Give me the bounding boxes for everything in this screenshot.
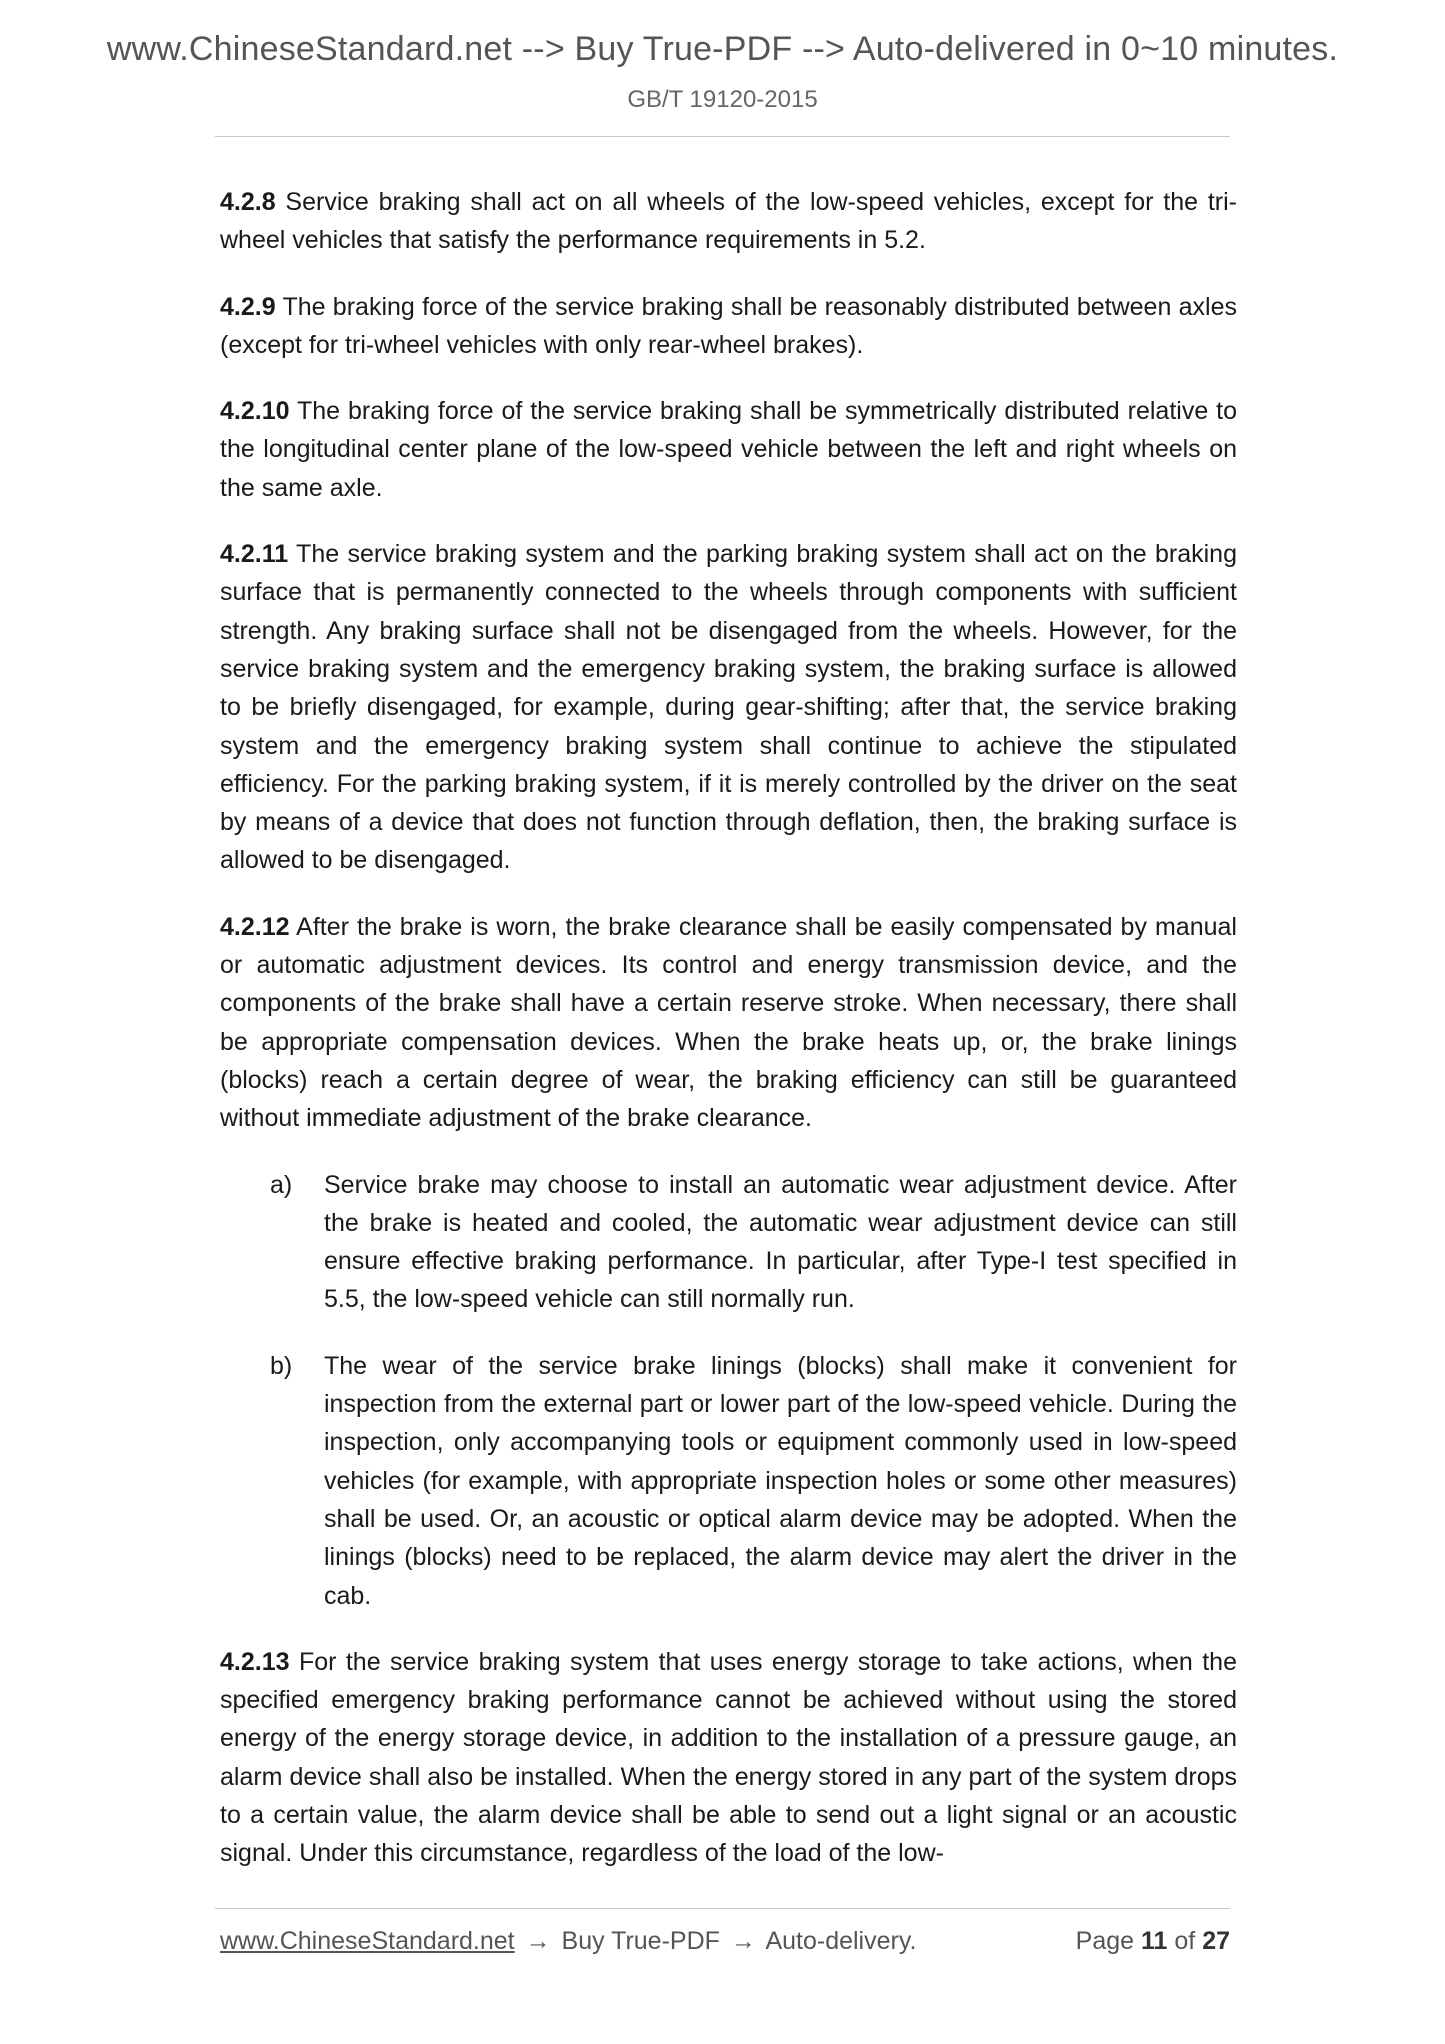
footer-buy-text: Buy True-PDF <box>561 1927 720 1955</box>
clause-text: For the service braking system that uses energy storage to take actions, when the specified emergency braking performance cannot be achieved without using the stored energy of the energy storage device, in addition to the installation of a pressure gauge, an alarm device shall also be installed. When the energy stored in any part of the system drops to a certain value, the alarm device shall be able to send out a light signal or an acoustic signal. Under this circumstance, regardless of the load of the low- <box>220 1647 1237 1868</box>
clause-number: 4.2.10 <box>220 397 290 426</box>
arrow-right-icon: → <box>730 1927 756 1955</box>
document-body <box>220 183 1237 1901</box>
page-indicator <box>1076 1927 1230 1956</box>
page-label: Page <box>1075 1927 1135 1955</box>
clause-number: 4.2.8 <box>220 188 276 216</box>
clause-4-2-10 <box>220 392 1237 507</box>
list-item-text: The wear of the service brake linings (blocks) shall make it convenient for inspection from the external part or lower part of the low-speed vehicle. During the inspection, only accompanying tools or equipment commonly used in low-speed vehicles (for example, with appropriate inspection holes or some other measures) shall be used. Or, an acoustic or optical alarm device may be adopted. When the linings (blocks) need to be replaced, the alarm device may alert the driver in the cab. <box>324 1351 1237 1610</box>
clause-number: 4.2.13 <box>220 1647 290 1676</box>
footer-divider <box>215 1908 1230 1909</box>
arrow-right-icon: → <box>525 1927 551 1955</box>
clause-4-2-11 <box>220 535 1237 880</box>
clause-text: The braking force of the service braking shall be reasonably distributed between axles (except for tri-wheel vehicles with only rear-wheel brakes). <box>220 292 1237 359</box>
clause-number: 4.2.11 <box>220 540 289 569</box>
total-pages: 27 <box>1202 1927 1230 1955</box>
page-number: 11 <box>1140 1927 1168 1955</box>
clause-4-2-9 <box>220 288 1237 365</box>
clause-text: After the brake is worn, the brake clearance shall be easily compensated by manual or automatic adjustment devices. Its control and energy transmission device, and the components of the brake shall have a certain reserve stroke. When necessary, there shall be appropriate compensation devices. When the brake heats up, or, the brake linings (blocks) reach a certain degree of wear, the braking efficiency can still be guaranteed without immediate adjustment of the brake clearance. <box>220 912 1237 1133</box>
clause-4-2-12 <box>220 908 1237 1138</box>
footer-site-link[interactable]: www.ChineseStandard.net <box>220 1927 515 1955</box>
clause-text: Service braking shall act on all wheels of the low-speed vehicles, except for the tri-wheel vehicles that satisfy the performance requirements in 5.2. <box>220 188 1237 255</box>
clause-number: 4.2.9 <box>220 292 276 321</box>
clause-text: The braking force of the service braking shall be symmetrically distributed relative to the longitudinal center plane of the low-speed vehicle between the left and right wheels on the same axle. <box>220 397 1237 502</box>
clause-4-2-13 <box>220 1643 1237 1873</box>
site-banner: www.ChineseStandard.net --> Buy True-PDF --> Auto-delivered in 0~10 minutes. <box>106 30 1339 68</box>
clause-number: 4.2.12 <box>220 912 290 941</box>
clause-4-2-8 <box>220 183 1237 260</box>
list-marker: b) <box>270 1351 293 1380</box>
list-item-b <box>220 1347 1237 1615</box>
page-footer <box>220 1927 1230 1956</box>
list-marker: a) <box>270 1170 293 1199</box>
standard-id: GB/T 19120-2015 <box>627 86 818 113</box>
header-divider <box>215 136 1230 137</box>
list-item-a <box>220 1166 1237 1319</box>
footer-delivery-text: Auto-delivery. <box>765 1927 917 1955</box>
of-label: of <box>1174 1927 1196 1955</box>
list-item-text: Service brake may choose to install an automatic wear adjustment device. After the brake is heated and cooled, the automatic wear adjustment device can still ensure effective braking performance. In particular, after Type-I test specified in 5.5, the low-speed vehicle can still normally run. <box>324 1170 1237 1314</box>
clause-text: The service braking system and the parking braking system shall act on the braking surface that is permanently connected to the wheels through components with sufficient strength. Any braking surface shall not be disengaged from the wheels. However, for the service braking system and the emergency braking system, the braking surface is allowed to be briefly disengaged, for example, during gear-shifting; after that, the service braking system and the emergency braking system shall continue to achieve the stipulated efficiency. For the parking braking system, if it is merely controlled by the driver on the seat by means of a device that does not function through deflation, then, the braking surface is allowed to be disengaged. <box>220 540 1237 875</box>
